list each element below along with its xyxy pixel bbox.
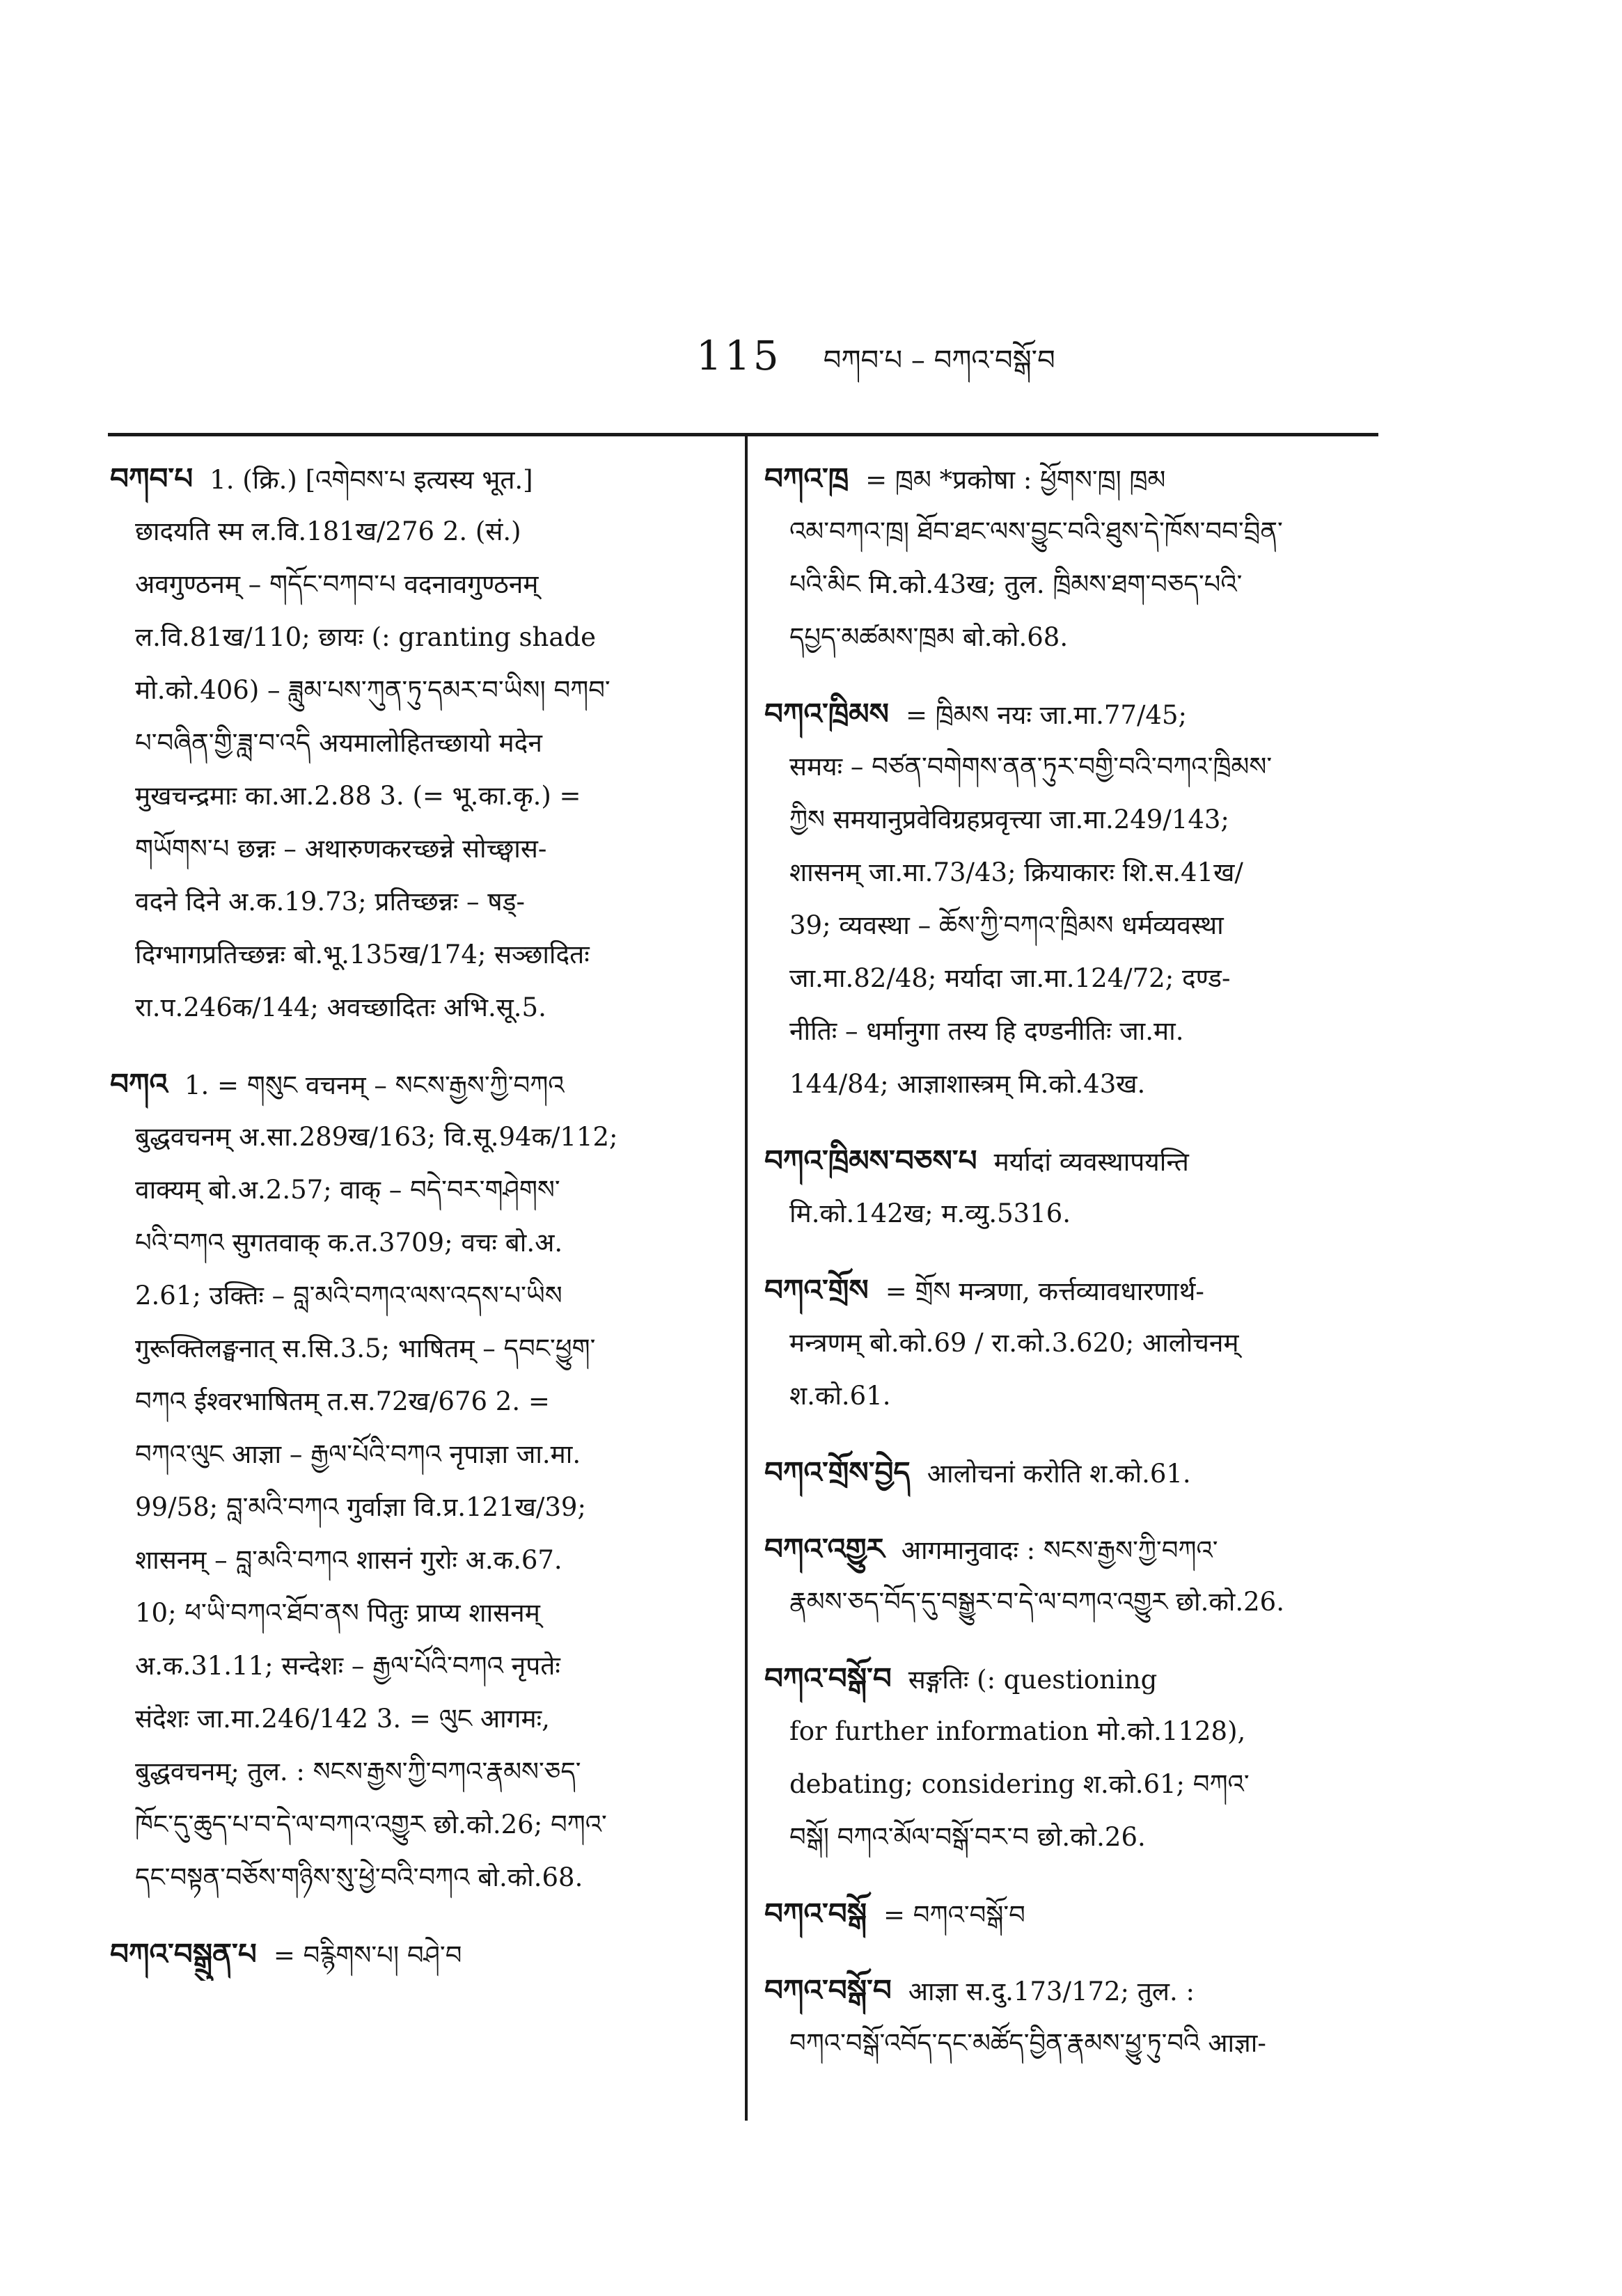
page-header <box>696 328 1055 407</box>
entry-text: = ཁྲམ *प्रकोषा : ཕྱོགས་ཁྲ། ཁྲམ <box>865 465 1166 495</box>
page-number: 115 <box>696 332 782 379</box>
entry-headword: བཀའ་བསྒོ་བ <box>764 1973 892 2007</box>
entry-line <box>764 1811 1370 1864</box>
entry-line <box>764 1446 1370 1499</box>
entry-line <box>110 770 716 823</box>
entry-headword: བཀའ་ཁྲིམས <box>764 697 890 731</box>
entry-text: दिग्भागप्रतिच्छन्नः बो.भू.135ख/174; सञ्छादितः <box>135 940 590 969</box>
entry-headword: བཀའ་བསྒྲུན་པ <box>110 1937 257 1971</box>
entry-line <box>764 1058 1370 1111</box>
entry-line <box>110 611 716 664</box>
entry-text: debating; considering श.को.61; བཀའ་ <box>789 1769 1250 1799</box>
entry-text: = བཀའ་བསྒོ་བ <box>883 1900 1025 1930</box>
entry-text: मो.को.406) – ཟླུམ་པས་ཀུན་ཏུ་དམར་བ་ཡིས། བཀབ་ <box>135 675 611 705</box>
entry-line <box>764 1576 1370 1629</box>
entry-text: གཡོགས་པ छन्नः – अथारुणकरच्छन्ने सोच्छ्वास- <box>135 834 547 864</box>
entry-text: འམ་བཀའ་ཁྲ། ཐོབ་ཐང་ལས་བྱུང་བའི་ཐུས་དེ་ཁོས་བབ་བྲིན་ <box>789 516 1283 546</box>
entry-line <box>764 899 1370 952</box>
entry-text: आज्ञा स.दु.173/172; तुल. : <box>908 1977 1195 2006</box>
dictionary-entry <box>764 1964 1370 2070</box>
entry-text: आगमानुवादः : སངས་རྒྱས་ཀྱི་བཀའ་ <box>901 1535 1218 1565</box>
entry-text: 144/84; आज्ञाशास्त्रम् मि.को.43ख. <box>789 1069 1146 1099</box>
entry-line <box>764 558 1370 611</box>
entry-text: संदेशः जा.मा.246/142 3. = ལུང आगमः, <box>135 1704 550 1734</box>
entry-line <box>110 981 716 1034</box>
dictionary-entry <box>764 1887 1370 1940</box>
entry-line <box>764 2017 1370 2070</box>
entry-text: मर्यादां व्यवस्थापयन्ति <box>993 1147 1189 1177</box>
entry-headword: བཀབ་པ <box>110 461 194 496</box>
entry-line <box>110 1269 716 1322</box>
entry-text: जा.मा.82/48; मर्यादा जा.मा.124/72; दण्ड- <box>789 963 1231 993</box>
entry-headword: བཀའ་གྲོས <box>764 1273 869 1307</box>
entry-text: मन्त्रणम् बो.को.69 / रा.को.3.620; आलोचनम् <box>789 1328 1239 1358</box>
header-range: བཀབ་པ – བཀའ་བསྒོ་བ <box>823 345 1055 377</box>
entry-line <box>110 1322 716 1375</box>
entry-line <box>764 1264 1370 1317</box>
entry-line <box>110 1851 716 1904</box>
entry-text: བཀའ་བསྒོ་འབོད་དང་མཚོད་བྱིན་རྣམས་ཕྱུ་ཏུ་བའི आज्ञा- <box>789 2028 1266 2058</box>
entry-line <box>110 1640 716 1693</box>
entry-line <box>764 1705 1370 1758</box>
entry-headword: བཀའ་གྲོས་བྱེད <box>764 1455 911 1489</box>
entry-text: རྣམས་ཅད་བོད་དུ་བསྒྱུར་བ་དེ་ལ་བཀའ་འགྱུར छो.को.26. <box>789 1587 1284 1617</box>
dictionary-entry <box>764 452 1370 664</box>
entry-line <box>764 1652 1370 1705</box>
entry-text: པའི་བཀའ सुगतवाक् क.त.3709; वचः बो.अ. <box>135 1228 563 1258</box>
entry-text: ཀྱིས समयानुप्रवेविग्रहप्रवृत्त्या जा.मा.249/143; <box>789 805 1229 834</box>
entry-line <box>110 558 716 611</box>
entry-headword: བཀའ <box>110 1067 168 1101</box>
entry-line <box>110 1587 716 1640</box>
entry-line <box>764 1370 1370 1423</box>
entry-text: 39; व्यवस्था – ཆོས་ཀྱི་བཀའ་ཁྲིམས धर्मव्यवस्था <box>789 910 1224 940</box>
entry-text: समयः – བཙན་བགེགས་ནན་ཏུར་བགྱི་བའི་བཀའ་ཁྲིམས་ <box>789 752 1273 782</box>
entry-line <box>110 664 716 717</box>
entry-line <box>764 846 1370 899</box>
dictionary-entry <box>764 1134 1370 1240</box>
entry-text: वाक्यम् बो.अ.2.57; वाक् – བདེ་བར་གཤེགས་ <box>135 1175 560 1205</box>
entry-line <box>764 1887 1370 1940</box>
dictionary-entry <box>110 1928 716 1981</box>
entry-text: དཔྱད་མཚམས་ཁྲམ बो.को.68. <box>789 622 1069 652</box>
entry-line <box>110 452 716 505</box>
entry-line <box>764 741 1370 793</box>
entry-text: 1. = གསུང वचनम् – སངས་རྒྱས་ཀྱི་བཀའ <box>184 1070 565 1100</box>
entry-text: मुखचन्द्रमाः का.आ.2.88 3. (= भू.का.कृ.) = <box>135 781 581 811</box>
entry-text: गुरूक्तिलङ्घनात् स.सि.3.5; भाषितम् – དབང་ཕྱུག་ <box>135 1333 596 1363</box>
entry-line <box>110 1534 716 1587</box>
header-rule <box>108 433 1378 436</box>
entry-text: 99/58; བླ་མའི་བཀའ गुर्वाज्ञा वि.प्र.121ख/39; <box>135 1492 586 1522</box>
entry-text: सङ्गतिः (: questioning <box>908 1665 1158 1695</box>
entry-line <box>764 1758 1370 1811</box>
entry-text: अ.क.31.11; सन्देशः – རྒྱལ་པོའི་བཀའ नृपतेः <box>135 1651 560 1681</box>
dictionary-entry <box>764 688 1370 1111</box>
dictionary-entry <box>764 1446 1370 1499</box>
entry-line <box>764 793 1370 846</box>
entry-line <box>110 876 716 928</box>
entry-line <box>764 1523 1370 1576</box>
entry-line <box>110 717 716 770</box>
entry-line <box>110 1745 716 1798</box>
entry-text: ल.वि.81ख/110; छायः (: granting shade <box>135 622 596 652</box>
dictionary-entry <box>764 1652 1370 1864</box>
entry-text: आलोचनां करोति श.को.61. <box>927 1459 1191 1489</box>
entry-text: བཀའ ईश्वरभाषितम् त.स.72ख/676 2. = <box>135 1386 550 1416</box>
entry-line <box>764 1317 1370 1370</box>
right-column <box>764 452 1370 2093</box>
entry-text: པ་བཞིན་གྱི་ཟླ་བ་འདི अयमालोहितच्छायो मदेन <box>135 728 542 758</box>
entry-line <box>764 505 1370 558</box>
entry-text: = ཁྲིམས नयः जा.मा.77/45; <box>906 700 1187 730</box>
dictionary-entry <box>110 1058 716 1904</box>
entry-line <box>764 1964 1370 2017</box>
entry-text: छादयति स्म ल.वि.181ख/276 2. (सं.) <box>135 516 521 546</box>
entry-line <box>764 688 1370 741</box>
entry-line <box>110 505 716 558</box>
entry-text: बुद्धवचनम् अ.सा.289ख/163; वि.सू.94क/112; <box>135 1122 618 1152</box>
entry-line <box>110 1693 716 1745</box>
entry-text: དང་བསྟན་བཅོས་གཉིས་སུ་ཕྱེ་བའི་བཀའ बो.को.68. <box>135 1862 583 1892</box>
entry-line <box>110 1058 716 1111</box>
column-divider <box>745 436 748 2121</box>
entry-line <box>110 1164 716 1217</box>
entry-line <box>764 1005 1370 1058</box>
entry-line <box>110 1798 716 1851</box>
dictionary-entry <box>764 1264 1370 1423</box>
entry-line <box>110 823 716 876</box>
entry-text: नीतिः – धर्मानुगा तस्य हि दण्डनीतिः जा.मा. <box>789 1016 1184 1046</box>
entry-headword: བཀའ་འགྱུར <box>764 1532 885 1566</box>
entry-text: = གྲོས मन्त्रणा, कर्त्तव्यावधारणार्थ- <box>885 1276 1204 1306</box>
entry-line <box>764 452 1370 505</box>
entry-text: वदने दिने अ.क.19.73; प्रतिच्छन्नः – षड्- <box>135 887 525 917</box>
dictionary-entry <box>110 452 716 1034</box>
entry-text: བསྒོ། བཀའ་མོལ་བསྒོ་བར་བ छो.को.26. <box>789 1822 1146 1852</box>
entry-text: = བརྙིགས་པ། བཤེ་བ <box>273 1940 462 1970</box>
entry-text: शासनम् – བླ་མའི་བཀའ शासनं गुरोः अ.क.67. <box>135 1545 562 1575</box>
entry-line <box>110 1428 716 1481</box>
entry-text: अवगुण्ठनम् – གདོང་བཀབ་པ वदनावगुण्ठनम् <box>135 569 539 599</box>
entry-headword: བཀའ་ཁྲིམས་བཅས་པ <box>764 1143 977 1178</box>
entry-line <box>764 611 1370 664</box>
entry-text: 2.61; उक्तिः – བླ་མའི་བཀའ་ལས་འདས་པ་ཡིས <box>135 1281 562 1311</box>
entry-line <box>110 1375 716 1428</box>
entry-text: शासनम् जा.मा.73/43; क्रियाकारः शि.स.41ख/ <box>789 857 1243 887</box>
entry-text: मि.को.142ख; म.व्यु.5316. <box>789 1198 1071 1228</box>
entry-line <box>110 1217 716 1269</box>
left-column <box>110 452 716 2004</box>
entry-line <box>764 1187 1370 1240</box>
entry-text: པའི་མིང मि.को.43ख; तुल. ཁྲིམས་ཐག་བཅད་པའི་ <box>789 569 1243 599</box>
entry-text: 1. (क्रि.) [འགེབས་པ इत्यस्य भूत.] <box>210 465 533 495</box>
dictionary-entry <box>764 1523 1370 1629</box>
entry-line <box>764 1134 1370 1187</box>
entry-text: बुद्धवचनम्; तुल. : སངས་རྒྱས་ཀྱི་བཀའ་རྣམས་ཅད་ <box>135 1757 581 1787</box>
entry-line <box>110 1111 716 1164</box>
entry-line <box>110 1481 716 1534</box>
entry-line <box>764 952 1370 1005</box>
entry-text: for further information मो.को.1128), <box>789 1716 1246 1746</box>
entry-line <box>110 1928 716 1981</box>
entry-headword: བཀའ་བསྒོ་བ <box>764 1661 892 1695</box>
entry-text: रा.प.246क/144; अवच्छादितः अभि.सू.5. <box>135 992 546 1022</box>
entry-text: བཀའ་ལུང आज्ञा – རྒྱལ་པོའི་བཀའ नृपाज्ञा जा.मा. <box>135 1439 581 1469</box>
entry-headword: བཀའ་ཁྲ <box>764 461 849 496</box>
entry-headword: བཀའ་བསྒོ <box>764 1897 867 1931</box>
entry-line <box>110 928 716 981</box>
entry-text: श.को.61. <box>789 1381 891 1411</box>
entry-text: 10; ཕ་ཡི་བཀའ་ཐོབ་ནས पितुः प्राप्य शासनम् <box>135 1598 540 1628</box>
entry-text: ཁོང་དུ་ཆུད་པ་བ་དེ་ལ་བཀའ་འགྱུར छो.को.26; བཀའ་ <box>135 1810 607 1839</box>
